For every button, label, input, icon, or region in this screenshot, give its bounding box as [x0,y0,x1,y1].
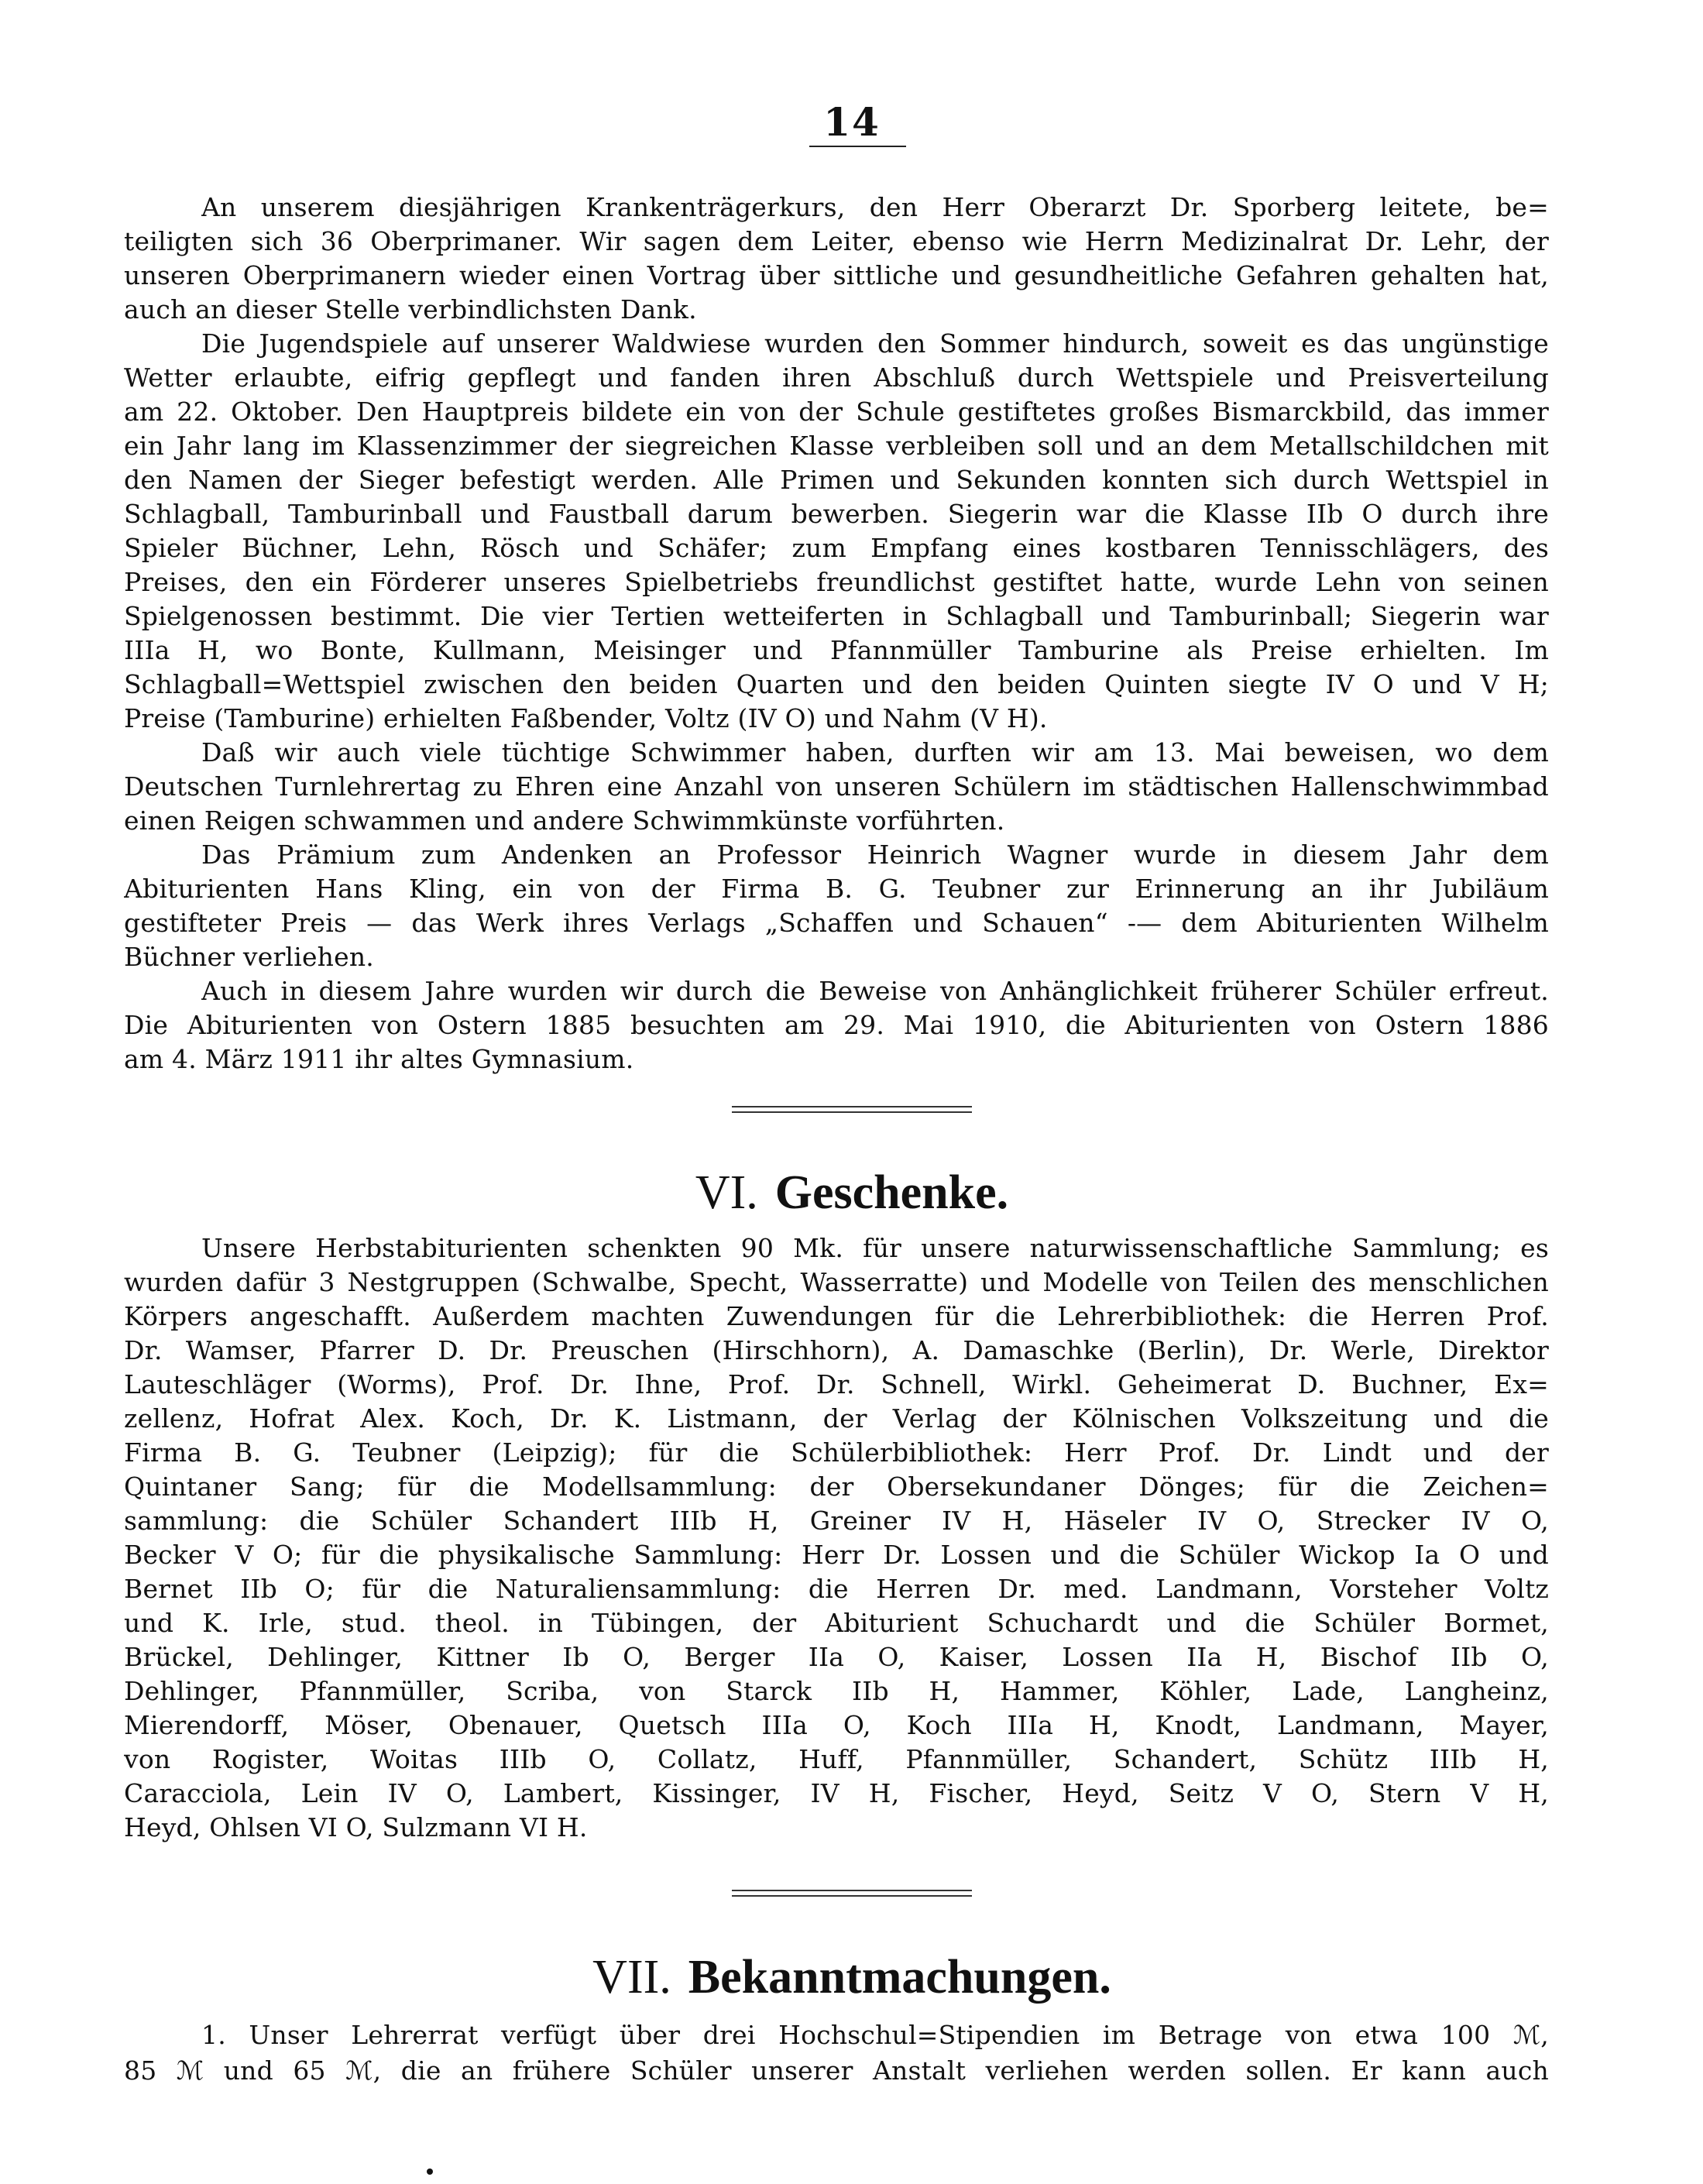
text-line: Schlagball=Wettspiel zwischen den beiden Quarten und den beiden Quinten siegte IV O und V H; [124,669,1549,699]
text-line: Spieler Büchner, Lehn, Rösch und Schäfer; zum Empfang eines kostbaren Tennisschlägers, des [124,533,1549,563]
text-line: den Namen der Sieger befestigt werden. Alle Primen und Sekunden konnten sich durch Wettspiel in [124,465,1549,495]
text-line: Wetter erlaubte, eifrig gepflegt und fanden ihren Abschluß durch Wettspiele und Preisverteilung [124,362,1549,393]
page-number: 14 [823,99,881,145]
section-number: VII. [592,1951,671,2004]
text-line: teiligten sich 36 Oberprimaner. Wir sagen dem Leiter, ebenso wie Herrn Medizinalrat Dr. Lehr, der [124,226,1549,256]
text-line: Spielgenossen bestimmt. Die vier Tertien wetteiferten in Schlagball und Tamburinball; Siegerin war [124,601,1549,631]
section-title: Geschenke. [774,1166,1009,1219]
text-line: auch an dieser Stelle verbindlichsten Dank. [124,294,697,325]
text-line: von Rogister, Woitas IIIb O, Collatz, Huff, Pfannmüller, Schandert, Schütz IIIb H, [124,1744,1549,1774]
text-line: Die Abiturienten von Ostern 1885 besuchten am 29. Mai 1910, die Abiturienten von Ostern 1886 [124,1010,1549,1040]
text-line: Dehlinger, Pfannmüller, Scriba, von Starck IIb H, Hammer, Köhler, Lade, Langheinz, [124,1676,1549,1706]
text-line: Preises, den ein Förderer unseres Spielbetriebs freundlichst gestiftet hatte, wurde Lehn von seinen [124,567,1549,597]
ink-dot [427,2169,433,2175]
text-line: ein Jahr lang im Klassenzimmer der siegreichen Klasse verbleiben soll und an dem Metallschildchen mit [124,431,1549,461]
text-line: Bernet IIb O; für die Naturaliensammlung: die Herren Dr. med. Landmann, Vorsteher Voltz [124,1574,1549,1604]
text-line: Dr. Wamser, Pfarrer D. Dr. Preuschen (Hirschhorn), A. Damaschke (Berlin), Dr. Werle, Direktor [124,1335,1549,1365]
text-line: und K. Irle, stud. theol. in Tübingen, der Abiturient Schuchardt und die Schüler Bormet, [124,1608,1549,1638]
text-line: Die Jugendspiele auf unserer Waldwiese wurden den Sommer hindurch, soweit es das ungünstige [201,328,1549,359]
text-line: einen Reigen schwammen und andere Schwimmkünste vorführten. [124,805,1005,836]
text-line: Quintaner Sang; für die Modellsammlung: der Obersekundaner Dönges; für die Zeichen= [124,1471,1549,1502]
text-line: 1. Unser Lehrerrat verfügt über drei Hochschul=Stipendien im Betrage von etwa 100 ℳ, [201,2020,1549,2050]
text-line: unseren Oberprimanern wieder einen Vortrag über sittliche und gesundheitliche Gefahren gehalten hat, [124,260,1549,290]
text-line: Firma B. G. Teubner (Leipzig); für die Schülerbibliothek: Herr Prof. Dr. Lindt und der [124,1437,1549,1468]
section-heading-geschenke [465,1166,1239,1221]
text-line: Preise (Tamburine) erhielten Faßbender, Voltz (IV O) und Nahm (V H). [124,703,1048,733]
text-line: Brückel, Dehlinger, Kittner Ib O, Berger IIa O, Kaiser, Lossen IIa H, Bischof IIb O, [124,1642,1549,1672]
text-line: Das Prämium zum Andenken an Professor Heinrich Wagner wurde in diesem Jahr dem [201,840,1549,870]
text-line: zellenz, Hofrat Alex. Koch, Dr. K. Listmann, der Verlag der Kölnischen Volkszeitung und die [124,1403,1549,1434]
text-line: Schlagball, Tamburinball und Faustball darum bewerben. Siegerin war die Klasse IIb O durch ihre [124,499,1549,529]
text-line: sammlung: die Schüler Schandert IIIb H, Greiner IV H, Häseler IV O, Strecker IV O, [124,1506,1549,1536]
text-line: am 22. Oktober. Den Hauptpreis bildete ein von der Schule gestiftetes großes Bismarckbild, das immer [124,397,1549,427]
text-line: Büchner verliehen. [124,942,374,972]
text-line: Deutschen Turnlehrertag zu Ehren eine Anzahl von unseren Schülern im städtischen Hallenschwimmbad [124,771,1549,802]
text-line: Becker V O; für die physikalische Sammlung: Herr Dr. Lossen und die Schüler Wickop Ia O und [124,1540,1549,1570]
text-line: Daß wir auch viele tüchtige Schwimmer haben, durften wir am 13. Mai beweisen, wo dem [201,737,1549,767]
section-heading-bekanntmachungen [465,1950,1239,2005]
text-line: 85 ℳ und 65 ℳ, die an frühere Schüler unserer Anstalt verliehen werden sollen. Er kann auch [124,2055,1549,2086]
text-line: Heyd, Ohlsen VI O, Sulzmann VI H. [124,1812,588,1842]
text-line: An unserem diesjährigen Krankenträgerkurs, den Herr Oberarzt Dr. Sporberg leitete, be= [201,192,1549,222]
text-line: Körpers angeschafft. Außerdem machten Zuwendungen für die Lehrerbibliothek: die Herren Prof. [124,1301,1549,1331]
section-title: Bekanntmachungen. [688,1951,1111,2004]
text-line: Auch in diesem Jahre wurden wir durch die Beweise von Anhänglichkeit früherer Schüler erfreut. [201,976,1549,1006]
text-line: gestifteter Preis — das Werk ihres Verlags „Schaffen und Schauen“ -— dem Abiturienten Wilhelm [124,908,1549,938]
page-number-rule [809,146,906,147]
text-line: Abiturienten Hans Kling, ein von der Firma B. G. Teubner zur Erinnerung an ihr Jubiläum [124,874,1549,904]
text-line: IIIa H, wo Bonte, Kullmann, Meisinger und Pfannmüller Tamburine als Preise erhielten. Im [124,635,1549,665]
text-line: Caracciola, Lein IV O, Lambert, Kissinger, IV H, Fischer, Heyd, Seitz V O, Stern V H, [124,1778,1549,1808]
text-line: Mierendorff, Möser, Obenauer, Quetsch IIIa O, Koch IIIa H, Knodt, Landmann, Mayer, [124,1710,1549,1740]
text-line: Unsere Herbstabiturienten schenkten 90 Mk. für unsere naturwissenschaftliche Sammlung; es [201,1233,1549,1263]
text-line: wurden dafür 3 Nestgruppen (Schwalbe, Specht, Wasserratte) und Modelle von Teilen des menschlichen [124,1267,1549,1297]
section-number: VI. [695,1166,758,1219]
text-line: Lauteschläger (Worms), Prof. Dr. Ihne, Prof. Dr. Schnell, Wirkl. Geheimerat D. Buchner, Ex= [124,1369,1549,1399]
text-line: am 4. März 1911 ihr altes Gymnasium. [124,1044,634,1074]
